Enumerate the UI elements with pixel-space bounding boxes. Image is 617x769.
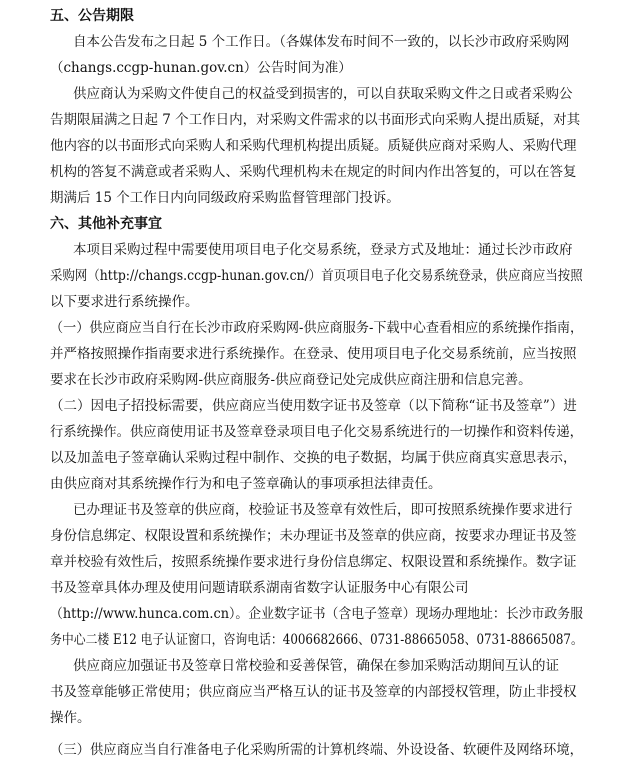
section-5-line-2: （changs.ccgp-hunan.gov.cn）公告时间为准）	[50, 60, 352, 76]
section-6-line-1: 本项目采购过程中需要使用项目电子化交易系统，登录方式及地址：通过长沙市政府	[73, 242, 573, 258]
section-6-line-2: 采购网（http://changs.ccgp-hunan.gov.cn/）首页项目电子化交易系统登录，供应商应当按照	[50, 268, 583, 284]
section-6-line-13: 章并校验有效性后，按照系统操作要求进行身份信息绑定、权限设置和系统操作。数字证	[50, 554, 577, 570]
section-6-line-12: 身份信息绑定、权限设置和系统操作；未办理证书及签章的供应商，按要求办理证书及签	[50, 528, 577, 544]
section-6-line-15: （http://www.hunca.com.cn）。企业数字证书（含电子签章）现场办理地址：长沙市政务服	[50, 606, 583, 622]
section-6-line-14: 书及签章具体办理及使用问题请联系湖南省数字认证服务中心有限公司	[50, 580, 469, 596]
section-5-line-6: 机构的答复不满意或者采购人、采购代理机构未在规定的时间内作出答复的，可以在答复	[50, 164, 577, 180]
section-6-line-10: 由供应商对其系统操作行为和电子签章确认的事项承担法律责任。	[50, 476, 442, 492]
section-6-line-6: 要求在长沙市政府采购网-供应商服务-供应商登记处完成供应商注册和信息完善。	[50, 372, 532, 388]
section-6-line-4: （一）供应商应当自行在长沙市政府采购网-供应商服务-下载中心查看相应的系统操作指南，	[50, 320, 584, 336]
section-5-line-4: 告期限届满之日起 7 个工作日内，对采购文件需求的以书面形式向采购人提出质疑，对其	[50, 112, 581, 128]
section-6-line-18: 书及签章能够正常使用；供应商应当严格互认的证书及签章的内部授权管理，防止非授权	[50, 684, 577, 700]
section-6-line-16: 务中心二楼 E12 电子认证窗口，咨询电话：4006682666、0731-88665058、0731-88665087。	[50, 632, 583, 648]
section-5-line-5: 他内容的以书面形式向采购人和采购代理机构提出质疑。质疑供应商对采购人、采购代理	[50, 138, 577, 154]
section-6-heading: 六、其他补充事宜	[50, 216, 162, 232]
section-5-line-1: 自本公告发布之日起 5 个工作日。（各媒体发布时间不一致的，以长沙市政府采购网	[73, 34, 570, 50]
section-5-line-3: 供应商认为采购文件使自己的权益受到损害的，可以自获取采购文件之日或者采购公	[73, 86, 573, 102]
section-6-line-19: 操作。	[50, 710, 91, 726]
section-6-line-11: 已办理证书及签章的供应商，校验证书及签章有效性后，即可按照系统操作要求进行	[73, 502, 573, 518]
section-6-line-20: （三）供应商应当自行准备电子化采购所需的计算机终端、外设设备、软硬件及网络环境，	[50, 742, 583, 758]
section-6-line-17: 供应商应加强证书及签章日常校验和妥善保管，确保在参加采购活动期间互认的证	[73, 658, 559, 674]
section-6-line-7: （二）因电子招投标需要，供应商应当使用数字证书及签章（以下简称“证书及签章”）进	[50, 398, 577, 414]
section-6-line-8: 行系统操作。供应商使用证书及签章登录项目电子化交易系统进行的一切操作和资料传递，	[50, 424, 583, 440]
section-5-line-7: 期满后 15 个工作日内向同级政府采购监督管理部门投诉。	[50, 190, 400, 206]
section-6-line-9: 以及加盖电子签章确认采购过程中制作、交换的电子数据，均属于供应商真实意思表示，	[50, 450, 577, 466]
section-6-line-3: 以下要求进行系统操作。	[50, 294, 199, 310]
section-5-heading: 五、公告期限	[50, 8, 134, 24]
section-6-line-5: 并严格按照操作指南要求进行系统操作。在登录、使用项目电子化交易系统前，应当按照	[50, 346, 577, 362]
